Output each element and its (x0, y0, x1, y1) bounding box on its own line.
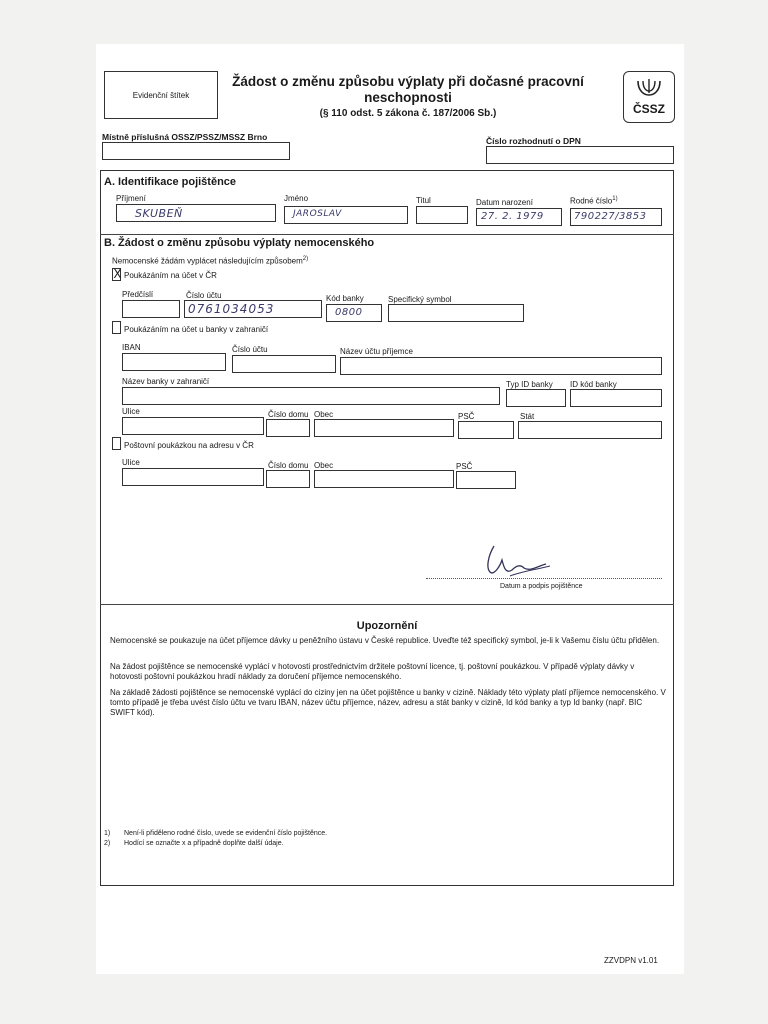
footnote-2-text: Hodící se označte x a případně doplňte další údaje. (124, 840, 284, 847)
holder-field[interactable] (340, 357, 662, 375)
warning-divider (100, 604, 674, 605)
title-label: Titul (416, 196, 431, 205)
signature-label: Datum a podpis pojištěnce (500, 583, 583, 590)
section-b-intro (112, 256, 308, 266)
section-a-title: A. Identifikace pojištěnce (104, 176, 237, 188)
foreign-street-field[interactable] (122, 417, 264, 435)
surname-value: SKUBEŇ (135, 207, 183, 220)
bank-type-label: Typ ID banky (506, 380, 553, 389)
dob-label: Datum narození (476, 198, 533, 207)
dob-field[interactable] (476, 208, 562, 226)
footnote-1-num: 1) (104, 830, 111, 837)
account-field[interactable] (184, 300, 322, 318)
name-field[interactable] (284, 206, 408, 224)
bank-name-field[interactable] (122, 387, 500, 405)
birth-no-sup: 1) (612, 196, 618, 202)
footnote-2-num: 2) (104, 840, 111, 847)
foreign-account-label: Číslo účtu (232, 345, 268, 354)
postal-house-label: Číslo domu (268, 461, 309, 470)
foreign-city-field[interactable] (314, 419, 454, 437)
signature-line (426, 578, 662, 579)
office-field[interactable] (102, 142, 290, 160)
foreign-house-field[interactable] (266, 419, 310, 437)
section-b-intro-sup: 2) (302, 256, 309, 262)
account-label: Číslo účtu (186, 291, 222, 300)
birth-no-value: 790227/3853 (574, 211, 647, 222)
prefix-field[interactable] (122, 300, 180, 318)
cssz-logo (623, 71, 675, 123)
foreign-zip-label: PSČ (458, 412, 475, 421)
option-postal-order-checkbox[interactable] (112, 437, 121, 450)
option-foreign-label: Poukázáním na účet u banky v zahraničí (124, 325, 269, 334)
foreign-state-label: Stát (520, 412, 535, 421)
bank-code-field[interactable] (326, 304, 382, 322)
section-b-intro-text: Nemocenské žádám vyplácet následujícím způsobem (112, 256, 303, 266)
symbol-field[interactable] (388, 304, 524, 322)
form-sheet (96, 44, 684, 974)
cssz-logo-text: ČSSZ (632, 102, 665, 116)
form-subtitle: (§ 110 odst. 5 zákona č. 187/2006 Sb.) (319, 108, 497, 119)
signature-scribble (480, 538, 570, 582)
birth-no-label-wrap (570, 196, 618, 206)
warning-paragraph-1: Nemocenské se poukazuje na účet příjemce dávky u peněžního ústavu v České republice. Uveďte též specifický symbol, je-li k Vašemu číslu účtu přidělen. (110, 636, 660, 645)
decision-label: Číslo rozhodnutí o DPN (486, 136, 581, 146)
bank-code-label: Kód banky (326, 294, 364, 303)
foreign-account-field[interactable] (232, 355, 336, 373)
foreign-house-label: Číslo domu (268, 410, 309, 419)
bank-code-value: 0800 (335, 307, 363, 318)
surname-label: Příjmení (116, 194, 146, 203)
evidence-sticker-label: Evidenční štítek (132, 91, 190, 100)
footnote-1 (104, 830, 327, 837)
warning-paragraph-2: Na žádost pojištěnce se nemocenské vyplácí v hotovosti prostřednictvím držitele poštovní licence, tj. poštovní poukázkou. V případě výplaty dávky v hotovosti poštovní poukázkou hradí náklady za doručení příjemce nemocenského. (110, 662, 635, 681)
postal-city-field[interactable] (314, 470, 454, 488)
form-code: ZZVDPN v1.01 (604, 956, 658, 965)
section-b-title: B. Žádost o změnu způsobu výplaty nemocenského (104, 237, 375, 249)
option-domestic-label: Poukázáním na účet v ČR (124, 271, 217, 280)
name-label: Jméno (284, 194, 309, 203)
bank-name-label: Název banky v zahraničí (122, 377, 210, 386)
title-field[interactable] (416, 206, 468, 224)
name-value: JAROSLAV (293, 209, 342, 219)
birth-no-field[interactable] (570, 208, 662, 226)
postal-street-label: Ulice (122, 458, 140, 467)
prefix-label: Předčíslí (122, 290, 154, 299)
option-foreign-account-checkbox[interactable] (112, 321, 121, 334)
warning-title: Upozornění (356, 620, 418, 632)
decision-field[interactable] (486, 146, 674, 164)
birth-no-label: Rodné číslo (570, 196, 613, 206)
section-b-divider (100, 234, 674, 235)
option-postal-label: Poštovní poukázkou na adresu v ČR (124, 441, 254, 450)
warning-paragraph-3: Na základě žádosti pojištěnce se nemocenské vyplácí do ciziny jen na účet pojištěnce u banky v cizině. Náklady této výplaty platí příjemce nemocenského. V tomto případě je třeba uvést číslo účtu ve tvaru IBAN, název účtu příjemce, název, adresu a stát banky v cizině, Id kód banky a typ Id banky (např. BIC SWIFT kód). (110, 688, 666, 717)
footnote-1-text: Není-li přiděleno rodné číslo, uvede se evidenční číslo pojištěnce. (124, 830, 328, 837)
footnote-2 (104, 840, 284, 847)
dob-value: 27. 2. 1979 (481, 211, 544, 222)
option-domestic-account-checkbox[interactable] (112, 268, 121, 281)
bank-id-field[interactable] (570, 389, 662, 407)
foreign-city-label: Obec (314, 410, 334, 419)
postal-zip-label: PSČ (456, 462, 473, 471)
postal-city-label: Obec (314, 461, 334, 470)
foreign-state-field[interactable] (518, 421, 662, 439)
bank-type-field[interactable] (506, 389, 566, 407)
postal-zip-field[interactable] (456, 471, 516, 489)
bank-id-label: ID kód banky (570, 380, 617, 389)
form-title (218, 74, 598, 106)
surname-field[interactable] (116, 204, 276, 222)
account-value: 0761034053 (188, 302, 275, 316)
evidence-sticker-box (104, 71, 218, 119)
foreign-zip-field[interactable] (458, 421, 514, 439)
foreign-street-label: Ulice (122, 407, 140, 416)
option-domestic-mark: X (113, 267, 122, 281)
iban-label: IBAN (122, 343, 141, 352)
form-title-line2: neschopnosti (364, 90, 452, 105)
cssz-leaf-icon (624, 75, 674, 101)
postal-street-field[interactable] (122, 468, 264, 486)
postal-house-field[interactable] (266, 470, 310, 488)
holder-label: Název účtu příjemce (340, 347, 413, 356)
office-label: Místně příslušná OSSZ/PSSZ/MSSZ Brno (102, 132, 268, 142)
symbol-label: Specifický symbol (388, 295, 452, 304)
iban-field[interactable] (122, 353, 226, 371)
form-title-line1: Žádost o změnu způsobu výplaty při dočasné pracovní (232, 74, 584, 89)
